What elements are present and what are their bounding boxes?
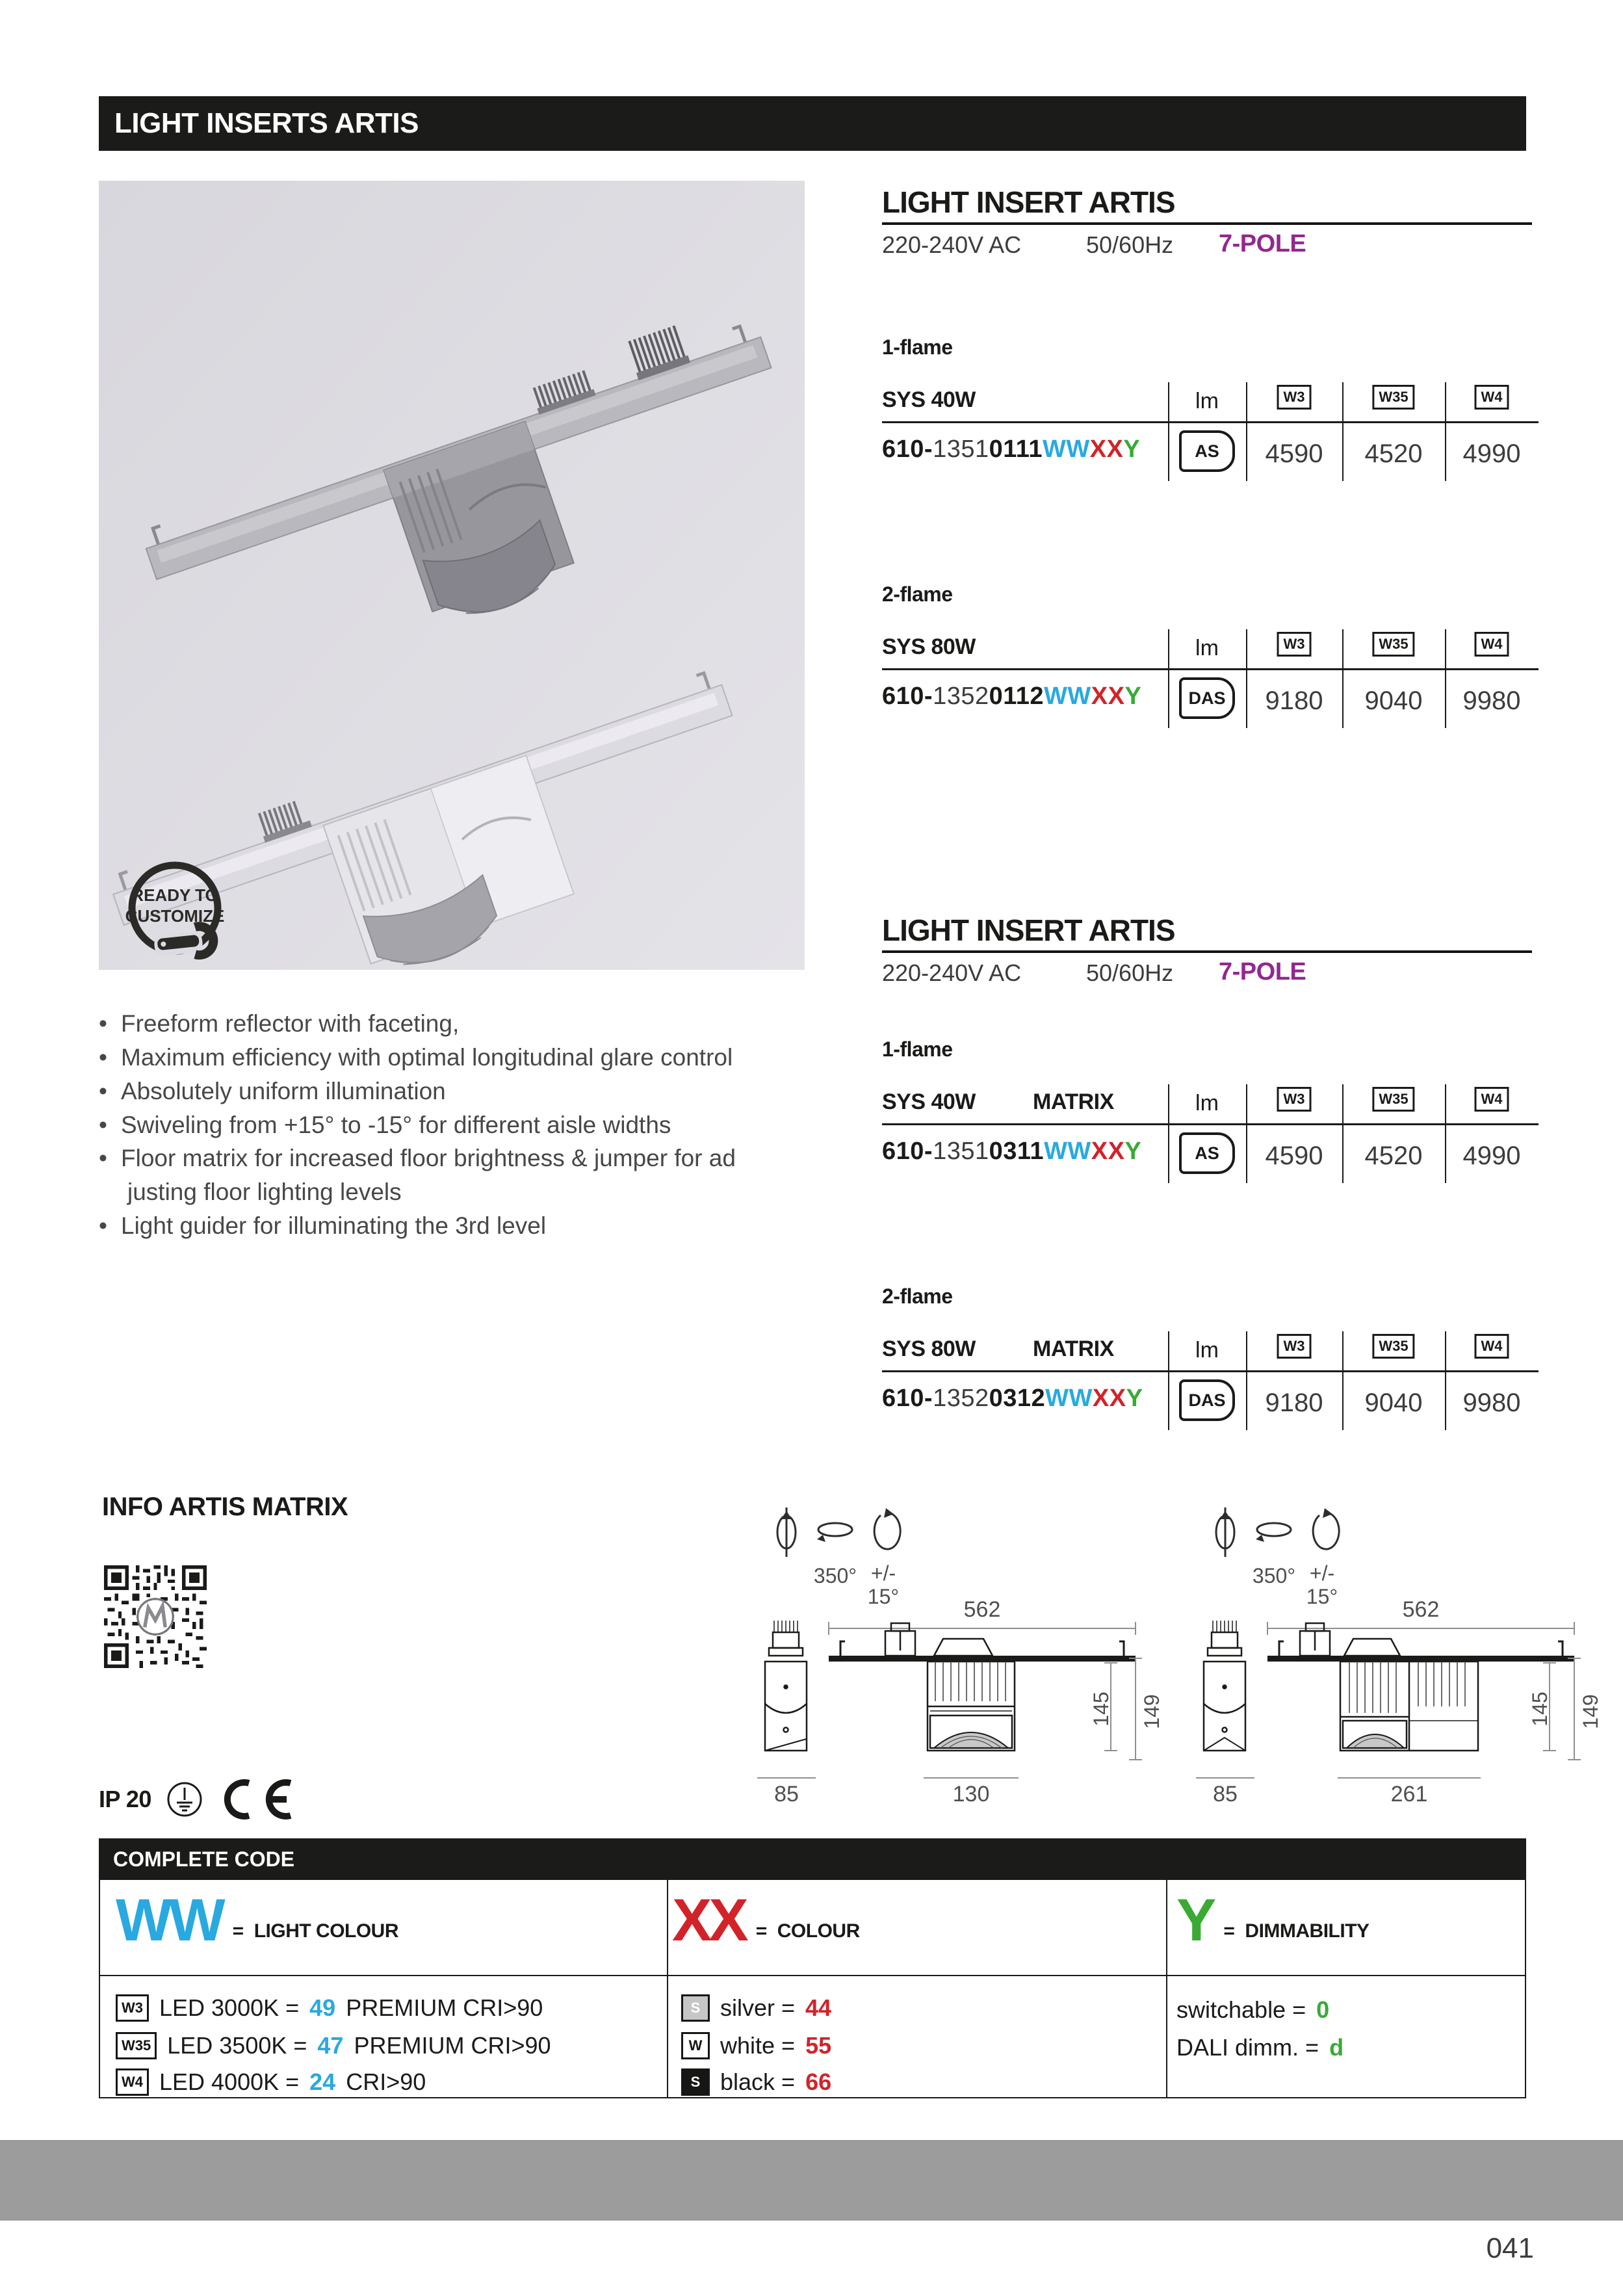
model-label: SYS 80W [882,1337,976,1361]
dimension-drawing-1flame [731,1492,1163,1807]
product-table [882,1331,1539,1430]
w35-column-header: W35 [1372,1087,1414,1112]
table-divider [1445,629,1446,728]
bullet [99,1180,121,1205]
xx-label: COLOUR [777,1920,860,1942]
lumen-value-w3: 9180 [1265,1389,1323,1417]
w4-column-header: W4 [1475,1087,1509,1112]
flame-label: 2-flame [882,1285,953,1308]
lumen-value-w4: 4990 [1462,439,1521,468]
svg-text:350°: 350° [813,1564,857,1587]
banner-title: LIGHT INSERTS ARTIS [114,107,419,139]
ww-label: LIGHT COLOUR [253,1920,399,1942]
svg-text:149: 149 [1140,1694,1163,1729]
white-code-box: W [681,2032,710,2059]
feature-item [99,1214,859,1239]
table-divider [1342,1084,1344,1183]
y-label: DIMMABILITY [1245,1920,1370,1942]
dimmability-item: DALI dimm. = d [1176,2034,1344,2061]
footer-bar [0,2140,1623,2221]
w3-column-header: W3 [1277,385,1312,410]
table-divider [1246,382,1247,481]
wedge [1344,1639,1400,1656]
table-divider [1342,629,1344,728]
product-photo [99,181,805,970]
fixture-front [1340,1662,1478,1751]
colour-item: W white = 55 [681,2032,831,2059]
side-view [1204,1621,1245,1751]
header-rule [100,1975,1525,1976]
w3-code-box: W3 [116,1994,149,2022]
ip-rating: IP 20 [99,1786,151,1812]
svg-text:85: 85 [774,1782,799,1807]
table-rule [882,421,1539,423]
feature-text: Floor matrix for increased floor brightness & jumper for ad [121,1145,736,1172]
feature-item [99,1079,859,1104]
svg-text:149: 149 [1579,1694,1602,1729]
dimmability-item: switchable = 0 [1176,1996,1330,2023]
feature-text: Maximum efficiency with optimal longitudinal glare control [121,1043,733,1071]
adapter-badge: AS [1179,430,1235,472]
rail [1267,1656,1574,1662]
rail [829,1656,1136,1662]
model-label: SYS 80W [882,634,976,659]
product-table [882,382,1539,481]
complete-code-header: COMPLETE CODE [99,1838,1526,1880]
colour-item: S black = 66 [681,2068,831,2096]
bullet: • [99,1212,107,1240]
w35-code-box: W35 [116,2032,157,2059]
table-divider [1246,1331,1247,1430]
ratings-row [99,1779,300,1820]
lumen-value-w35: 4520 [1364,1141,1423,1170]
product-code: 610-13510111WWXXY [882,436,1141,463]
ww-column-header: WW = LIGHT COLOUR [116,1887,399,1953]
svg-text:562: 562 [963,1597,1001,1622]
section-title: LIGHT INSERT ARTIS [882,913,1175,947]
svg-text:15°: 15° [867,1585,900,1608]
light-colour-item: W4 LED 4000K = 24 CRI>90 [116,2068,426,2096]
rotation-icons [777,1507,900,1557]
table-divider [1445,1084,1446,1183]
svg-text:145: 145 [1089,1691,1113,1727]
product-table [882,1084,1539,1183]
section-meta [882,231,1532,260]
feature-item [99,1011,859,1037]
feature-text: justing floor lighting levels [127,1179,402,1206]
complete-code-table [99,1838,1526,2098]
lumen-value-w35: 4520 [1364,439,1423,468]
page-number: 041 [1486,2232,1534,2264]
column-divider [667,1880,668,2097]
adapter-badge: AS [1179,1132,1235,1174]
bullet: • [99,1010,107,1037]
model-label: SYS 40W [882,387,976,412]
svg-text:+/-: +/- [1309,1561,1335,1585]
w35-column-header: W35 [1372,385,1414,410]
rotation-icons [1216,1507,1339,1557]
w4-column-header: W4 [1475,632,1509,657]
bullet: • [99,1145,107,1172]
table-rule [882,668,1539,670]
feature-text: Light guider for illuminating the 3rd level [121,1212,547,1240]
adapter-badge: DAS [1179,1379,1235,1421]
lumen-value-w3: 4590 [1265,1141,1323,1170]
table-rule [882,1370,1539,1372]
column-divider [1166,1880,1167,2097]
black-code-box: S [681,2068,710,2096]
qr-code [104,1565,207,1668]
w3-column-header: W3 [1277,1334,1312,1359]
y-column-header: Y = DIMMABILITY [1176,1887,1370,1953]
lumen-value-w4: 9980 [1462,686,1521,715]
section-rule [882,222,1532,225]
product-code: 610-13520112WWXXY [882,683,1142,710]
table-rule [882,1123,1539,1125]
feature-item [99,1180,859,1205]
section-meta [882,959,1532,988]
frequency-label: 50/60Hz [1086,959,1174,986]
model-label: SYS 40W [882,1089,976,1114]
w4-code-box: W4 [116,2068,149,2096]
info-heading: INFO ARTIS MATRIX [102,1493,348,1521]
feature-item [99,1045,859,1071]
lumen-value-w3: 9180 [1265,686,1323,715]
lumen-value-w4: 4990 [1462,1141,1521,1170]
table-divider [1168,1084,1169,1183]
adapter-badge: DAS [1179,677,1235,719]
y-letters: Y [1176,1887,1214,1953]
flame-label: 1-flame [882,335,953,359]
w35-column-header: W35 [1372,1334,1414,1359]
variant-label: MATRIX [1033,1089,1114,1114]
page-banner [99,96,1526,151]
table-divider [1168,382,1169,481]
badge-line1: READY TO [131,885,218,905]
light-colour-item: W3 LED 3000K = 49 PREMIUM CRI>90 [116,1994,543,2022]
feature-text: Absolutely uniform illumination [121,1077,446,1104]
ww-letters: WW [116,1887,222,1953]
flame-label: 1-flame [882,1037,953,1061]
dimension-drawing-2flame [1170,1492,1602,1807]
lumen-column-header: lm [1195,636,1219,660]
silver-code-box: S [681,1994,710,2022]
light-colour-item: W35 LED 3500K = 47 PREMIUM CRI>90 [116,2032,551,2059]
lumen-value-w35: 9040 [1364,1389,1423,1417]
voltage-label: 220-240V AC [882,959,1022,986]
table-divider [1445,1331,1446,1430]
bullet: • [99,1077,107,1104]
pole-label: 7-POLE [1219,958,1306,985]
table-divider [1246,1084,1247,1183]
ce-mark-icon [218,1778,300,1821]
feature-item [99,1146,859,1171]
section-rule [882,950,1532,953]
lumen-column-header: lm [1195,1338,1219,1363]
w35-column-header: W35 [1372,632,1414,657]
feature-text: Swiveling from +15° to -15° for different aisle widths [121,1111,671,1138]
svg-text:+/-: +/- [870,1561,896,1585]
section-title: LIGHT INSERT ARTIS [882,185,1175,219]
table-divider [1168,629,1169,728]
product-table [882,629,1539,728]
frequency-label: 50/60Hz [1086,231,1174,258]
svg-text:261: 261 [1390,1782,1428,1807]
table-divider [1342,382,1344,481]
feature-text: Freeform reflector with faceting, [121,1010,460,1037]
colour-item: S silver = 44 [681,1994,831,2022]
pole-label: 7-POLE [1219,230,1306,257]
lumen-column-header: lm [1195,389,1219,413]
table-divider [1445,382,1446,481]
w4-column-header: W4 [1475,385,1509,410]
svg-text:562: 562 [1402,1597,1440,1622]
wedge [934,1639,993,1656]
lumen-value-w3: 4590 [1265,439,1323,468]
lumen-column-header: lm [1195,1091,1219,1115]
product-code: 610-13510311WWXXY [882,1138,1142,1165]
bullet: • [99,1111,107,1138]
lumen-value-w35: 9040 [1364,686,1423,715]
voltage-label: 220-240V AC [882,231,1022,258]
svg-text:85: 85 [1213,1782,1238,1807]
side-view [765,1621,807,1751]
svg-text:15°: 15° [1306,1585,1338,1608]
svg-text:145: 145 [1528,1691,1552,1727]
badge-line2: CUSTOMIZE [125,906,225,926]
table-divider [1342,1331,1344,1430]
svg-text:130: 130 [952,1782,990,1807]
svg-text:350°: 350° [1252,1564,1296,1587]
fixture-front [928,1662,1015,1751]
table-divider [1168,1331,1169,1430]
lumen-value-w4: 9980 [1462,1389,1521,1417]
variant-label: MATRIX [1033,1337,1114,1361]
xx-letters: XX [672,1887,746,1953]
table-divider [1246,629,1247,728]
feature-list [99,1011,859,1247]
w4-column-header: W4 [1475,1334,1509,1359]
earth-ground-icon [166,1781,203,1818]
feature-item [99,1113,859,1138]
product-code: 610-13520312WWXXY [882,1385,1143,1412]
w3-column-header: W3 [1277,632,1312,657]
w3-column-header: W3 [1277,1087,1312,1112]
bullet: • [99,1043,107,1071]
flame-label: 2-flame [882,582,953,606]
dim-length [829,1622,1136,1635]
xx-column-header: XX = COLOUR [672,1887,860,1953]
